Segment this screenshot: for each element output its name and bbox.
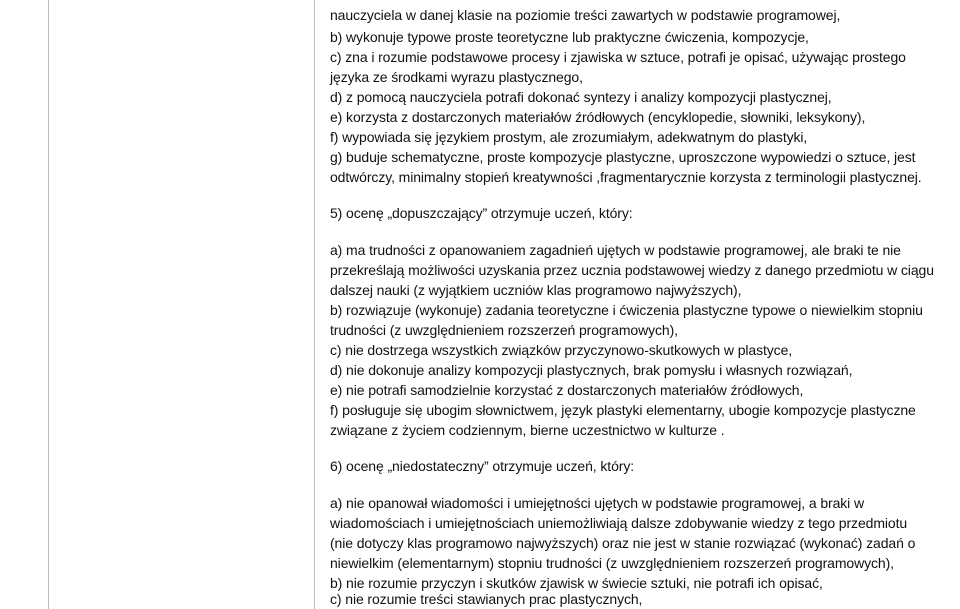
section-heading-niedostateczny: 6) ocenę „niedostateczny” otrzymuje uczeń, który: <box>330 458 635 474</box>
text-line: przekreślają możliwości uzyskania przez ucznia podstawowej wiedzy z danego przedmiotu w ciągu <box>330 262 934 278</box>
text-line: d) nie dokonuje analizy kompozycji plastycznych, brak pomysłu i własnych rozwiązań, <box>330 362 853 378</box>
text-line: wiadomościach i umiejętnościach uniemożliwiają dalsze zdobywanie wiedzy z tego przedmiotu <box>330 515 908 531</box>
text-line: f) posługuje się ubogim słownictwem, język plastyki elementarny, ubogie kompozycje plastyczne <box>330 402 916 418</box>
text-line: dalszej nauki (z wyjątkiem uczniów klas programowo najwyższych), <box>330 282 742 298</box>
section-heading-dopuszczajacy: 5) ocenę „dopuszczający” otrzymuje uczeń, który: <box>330 205 633 221</box>
text-line: c) nie rozumie treści stawianych prac plastycznych, <box>330 591 643 607</box>
table-column-divider <box>314 0 315 609</box>
text-line: a) ma trudności z opanowaniem zagadnień ujętych w podstawie programowej, ale braki te nie <box>330 242 901 258</box>
text-line: a) nie opanował wiadomości i umiejętności ujętych w podstawie programowej, a braki w <box>330 495 864 511</box>
text-line: języka ze środkami wyrazu plastycznego, <box>330 69 583 85</box>
text-line: nauczyciela w danej klasie na poziomie treści zawartych w podstawie programowej, <box>330 7 841 23</box>
text-line: niewielkim (elementarnym) stopniu trudności (z uwzględnieniem rozszerzeń programowych), <box>330 555 894 571</box>
text-line: odtwórczy, minimalny stopień kreatywności ,fragmentarycznie korzysta z terminologii plastycznej. <box>330 169 922 185</box>
text-line: związane z życiem codziennym, bierne uczestnictwo w kulturze . <box>330 422 725 438</box>
text-line: b) nie rozumie przyczyn i skutków zjawisk w świecie sztuki, nie potrafi ich opisać, <box>330 575 823 591</box>
text-line: c) nie dostrzega wszystkich związków przyczynowo-skutkowych w plastyce, <box>330 342 793 358</box>
text-line: b) wykonuje typowe proste teoretyczne lub praktyczne ćwiczenia, kompozycje, <box>330 29 809 45</box>
text-line: c) zna i rozumie podstawowe procesy i zjawiska w sztuce, potrafi je opisać, używając prostego <box>330 49 906 65</box>
text-line: e) korzysta z dostarczonych materiałów źródłowych (encyklopedie, słowniki, leksykony), <box>330 109 866 125</box>
text-line: d) z pomocą nauczyciela potrafi dokonać syntezy i analizy kompozycji plastycznej, <box>330 89 832 105</box>
text-line: (nie dotyczy klas programowo najwyższych) oraz nie jest w stanie rozwiązać (wykonać) zadań o <box>330 535 916 551</box>
text-line: g) buduje schematyczne, proste kompozycje plastyczne, uproszczone wypowiedzi o sztuce, jest <box>330 149 916 165</box>
text-line: trudności (z uwzględnieniem rozszerzeń programowych), <box>330 322 678 338</box>
text-line: f) wypowiada się językiem prostym, ale zrozumiałym, adekwatnym do plastyki, <box>330 129 808 145</box>
text-line: b) rozwiązuje (wykonuje) zadania teoretyczne i ćwiczenia plastyczne typowe o niewielkim stopniu <box>330 302 923 318</box>
text-line: e) nie potrafi samodzielnie korzystać z dostarczonych materiałów źródłowych, <box>330 382 804 398</box>
table-left-border <box>48 0 49 609</box>
